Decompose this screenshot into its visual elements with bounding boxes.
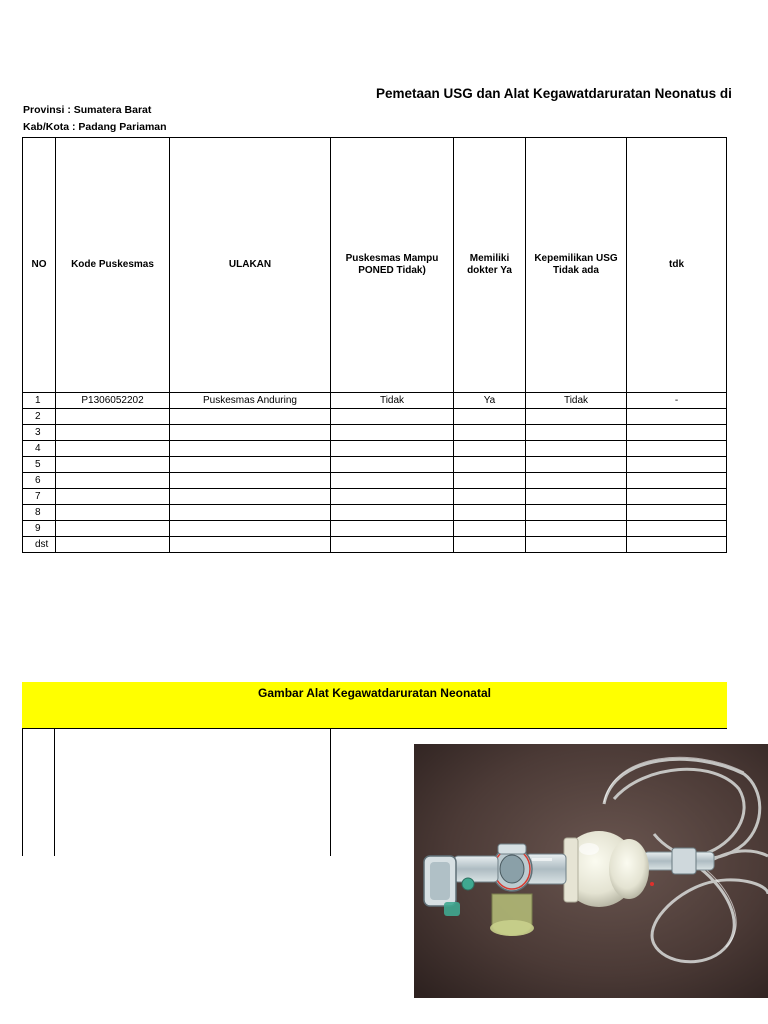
cell-poned: Tidak xyxy=(331,393,454,409)
cell-poned xyxy=(331,457,454,473)
lower-table-top-border xyxy=(22,728,727,729)
cell-no: 5 xyxy=(23,457,56,473)
cell-tdk xyxy=(627,537,727,553)
cell-kode-puskesmas xyxy=(56,425,170,441)
cell-usg xyxy=(526,473,627,489)
cell-ulakan xyxy=(170,505,331,521)
cell-dokter xyxy=(454,425,526,441)
cell-usg xyxy=(526,521,627,537)
lower-table-col-line-1 xyxy=(22,728,23,856)
cell-usg xyxy=(526,505,627,521)
header-ulakan: ULAKAN xyxy=(170,138,331,393)
table-row xyxy=(23,441,727,457)
cell-dokter xyxy=(454,537,526,553)
cell-tdk xyxy=(627,441,727,457)
cell-kode-puskesmas xyxy=(56,409,170,425)
cell-poned xyxy=(331,537,454,553)
cell-no: 1 xyxy=(23,393,56,409)
table-row xyxy=(23,505,727,521)
table-body xyxy=(23,393,727,553)
cell-poned xyxy=(331,489,454,505)
table-row xyxy=(23,473,727,489)
cell-usg: Tidak xyxy=(526,393,627,409)
cell-tdk xyxy=(627,505,727,521)
cell-ulakan xyxy=(170,409,331,425)
table-row xyxy=(23,425,727,441)
cell-usg xyxy=(526,537,627,553)
header-kode-puskesmas: Kode Puskesmas xyxy=(56,138,170,393)
cell-ulakan xyxy=(170,521,331,537)
cell-kode-puskesmas xyxy=(56,441,170,457)
cell-ulakan xyxy=(170,457,331,473)
cell-no: 3 xyxy=(23,425,56,441)
cell-tdk xyxy=(627,457,727,473)
cell-poned xyxy=(331,505,454,521)
cell-no: 6 xyxy=(23,473,56,489)
cell-kode-puskesmas xyxy=(56,505,170,521)
header-poned: Puskesmas Mampu PONED Tidak) xyxy=(331,138,454,393)
cell-ulakan: Puskesmas Anduring xyxy=(170,393,331,409)
table-row xyxy=(23,537,727,553)
cell-no: 9 xyxy=(23,521,56,537)
cell-dokter xyxy=(454,505,526,521)
table-header-row xyxy=(23,138,727,393)
neonatal-resuscitator-photo xyxy=(414,744,768,998)
header-dokter: Memiliki dokter Ya xyxy=(454,138,526,393)
cell-kode-puskesmas xyxy=(56,521,170,537)
cell-tdk xyxy=(627,521,727,537)
province-line: Provinsi : Sumatera Barat xyxy=(23,104,152,116)
cell-poned xyxy=(331,441,454,457)
cell-no: 7 xyxy=(23,489,56,505)
cell-poned xyxy=(331,409,454,425)
cell-ulakan xyxy=(170,441,331,457)
header-tdk: tdk xyxy=(627,138,727,393)
cell-ulakan xyxy=(170,425,331,441)
cell-dokter xyxy=(454,457,526,473)
cell-poned xyxy=(331,521,454,537)
document-title: Pemetaan USG dan Alat Kegawatdaruratan Neonatus di xyxy=(376,86,732,101)
lower-table-col-line-2 xyxy=(54,728,55,856)
cell-no: 4 xyxy=(23,441,56,457)
cell-ulakan xyxy=(170,489,331,505)
cell-kode-puskesmas xyxy=(56,537,170,553)
cell-ulakan xyxy=(170,473,331,489)
section-title: Gambar Alat Kegawatdaruratan Neonatal xyxy=(258,686,491,700)
header-usg: Kepemilikan USG Tidak ada xyxy=(526,138,627,393)
cell-dokter xyxy=(454,409,526,425)
cell-no: dst xyxy=(23,537,56,553)
cell-tdk xyxy=(627,473,727,489)
cell-dokter xyxy=(454,441,526,457)
cell-tdk xyxy=(627,489,727,505)
cell-poned xyxy=(331,473,454,489)
cell-kode-puskesmas xyxy=(56,473,170,489)
lower-table-col-line-3 xyxy=(330,728,331,856)
cell-dokter: Ya xyxy=(454,393,526,409)
cell-usg xyxy=(526,441,627,457)
cell-usg xyxy=(526,457,627,473)
table-row xyxy=(23,489,727,505)
header-no: NO xyxy=(23,138,56,393)
cell-kode-puskesmas: P1306052202 xyxy=(56,393,170,409)
cell-poned xyxy=(331,425,454,441)
cell-tdk xyxy=(627,409,727,425)
cell-dokter xyxy=(454,521,526,537)
cell-usg xyxy=(526,425,627,441)
cell-kode-puskesmas xyxy=(56,457,170,473)
cell-usg xyxy=(526,489,627,505)
table-row xyxy=(23,393,727,409)
cell-no: 2 xyxy=(23,409,56,425)
table-row xyxy=(23,521,727,537)
table-row xyxy=(23,457,727,473)
cell-dokter xyxy=(454,473,526,489)
cell-ulakan xyxy=(170,537,331,553)
cell-tdk xyxy=(627,425,727,441)
table-row xyxy=(23,409,727,425)
cell-dokter xyxy=(454,489,526,505)
section-banner xyxy=(22,682,727,728)
kab-kota-line: Kab/Kota : Padang Pariaman xyxy=(23,121,167,133)
cell-usg xyxy=(526,409,627,425)
usg-mapping-table xyxy=(22,137,727,553)
cell-tdk: - xyxy=(627,393,727,409)
cell-kode-puskesmas xyxy=(56,489,170,505)
cell-no: 8 xyxy=(23,505,56,521)
